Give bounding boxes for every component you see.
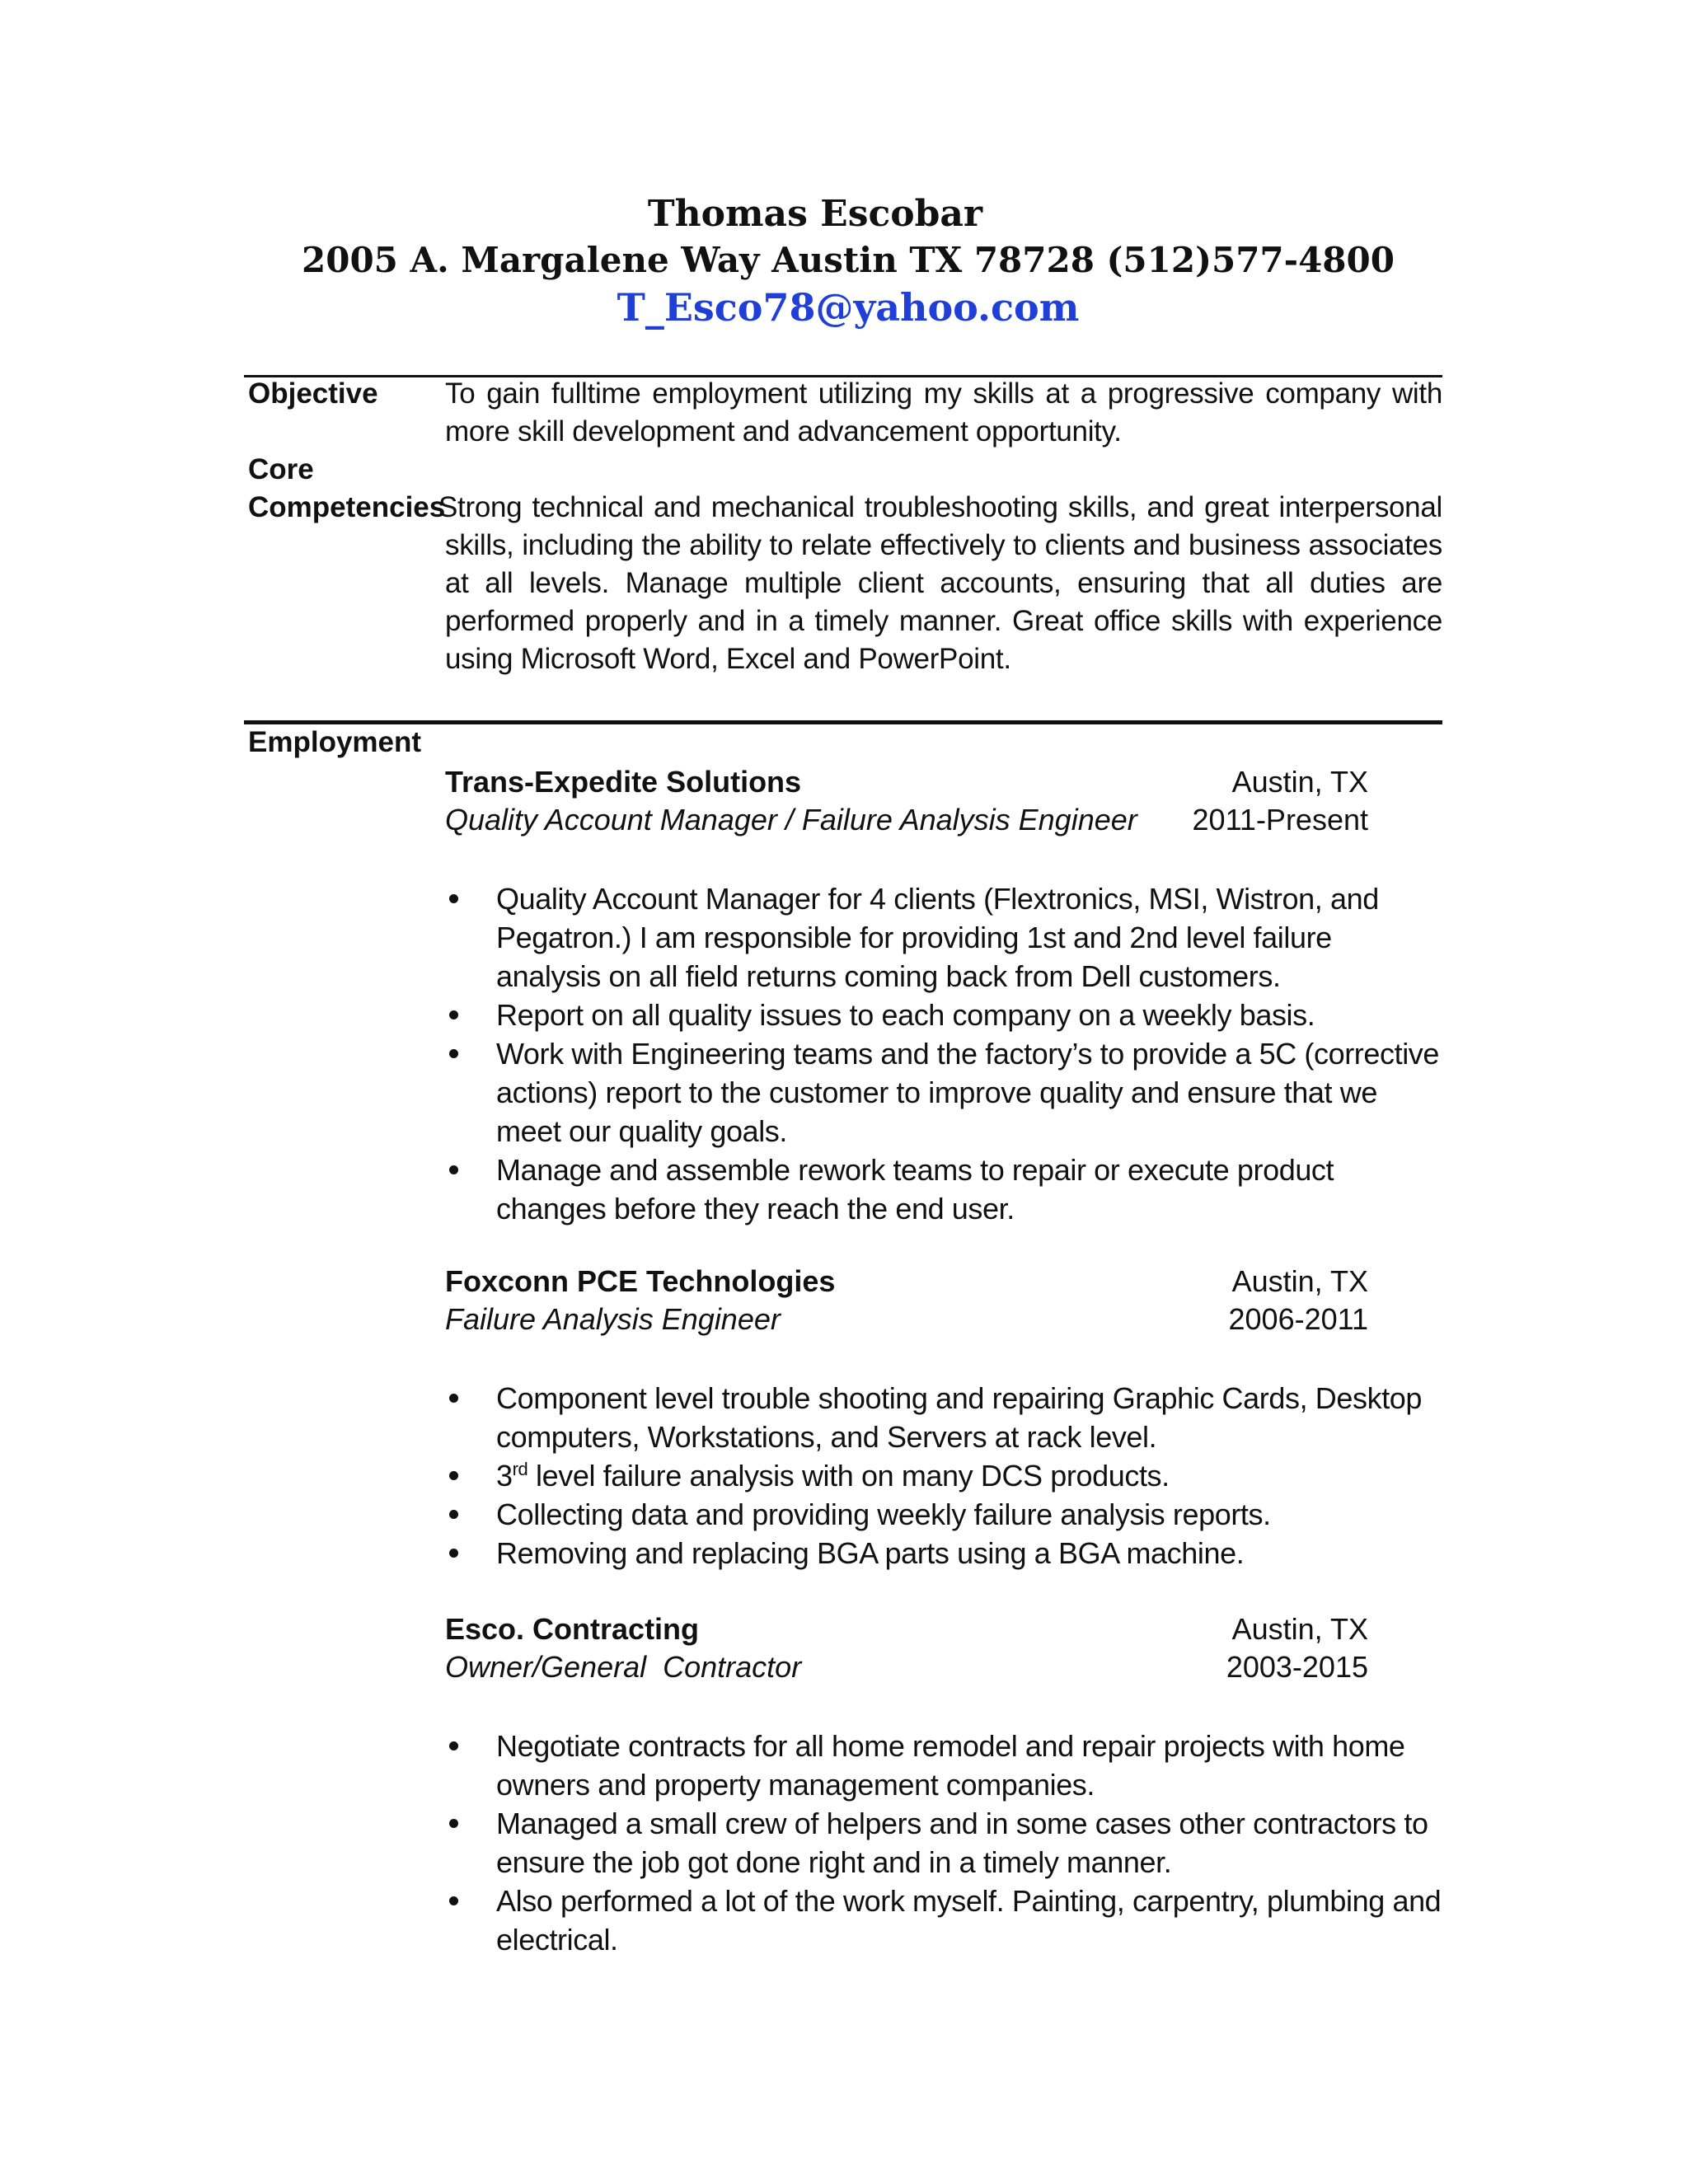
job-title: Failure Analysis Engineer <box>445 1302 781 1336</box>
list-item: Work with Engineering teams and the factory’s to provide a 5C (corrective actions) report to the customer to improve quality and ensure that we meet our quality goals. <box>445 1034 1442 1151</box>
job-bullets-trans-expedite <box>445 879 1442 1228</box>
resume-header <box>0 191 1688 331</box>
core-label-line2: Competencies <box>248 491 446 523</box>
job-dates: 2011-Present <box>1192 803 1368 837</box>
job-location: Austin, TX <box>1231 1612 1368 1646</box>
job-location: Austin, TX <box>1231 765 1368 799</box>
list-item: 3rd level failure analysis with on many DCS products. <box>445 1456 1442 1495</box>
list-item: Negotiate contracts for all home remodel and repair projects with home owners and property management companies. <box>445 1727 1442 1804</box>
job-company: Foxconn PCE Technologies <box>445 1264 836 1298</box>
bullet-icon <box>449 1549 458 1558</box>
bullet-icon <box>449 1010 458 1019</box>
objective-label: Objective <box>248 377 378 410</box>
list-item: Managed a small crew of helpers and in some cases other contractors to ensure the job got done right and in a timely manner. <box>445 1804 1442 1882</box>
bullet-icon <box>449 1741 458 1750</box>
section-divider-employment <box>244 720 1442 724</box>
bullet-icon <box>449 1394 458 1403</box>
job-company: Trans-Expedite Solutions <box>445 765 802 799</box>
employment-label: Employment <box>248 726 422 758</box>
objective-text: To gain fulltime employment utilizing my skills at a progressive company with more skill development and advancement opportunity. <box>445 377 1442 448</box>
core-label-line1: Core <box>248 453 314 485</box>
core-competencies-text: Strong technical and mechanical troubleshooting skills, and great interpersonal skills, including the ability to relate effectively to clients and business associates at all levels. Manage multiple client accounts, ensuring that all duties are performed properly and in a timely manner. Great office skills with experience using Microsoft Word, Excel and PowerPoint. <box>438 491 1442 675</box>
list-item: Report on all quality issues to each company on a weekly basis. <box>445 996 1442 1034</box>
bullet-icon <box>449 1896 458 1905</box>
list-item: Component level trouble shooting and repairing Graphic Cards, Desktop computers, Workstations, and Servers at rack level. <box>445 1379 1442 1456</box>
candidate-name: Thomas Escobar <box>647 193 983 235</box>
candidate-email-link[interactable]: T_Esco78@yahoo.com <box>617 285 1080 330</box>
job-title: Quality Account Manager / Failure Analysis Engineer <box>445 803 1137 837</box>
bullet-icon <box>449 1510 458 1519</box>
job-title: Owner/General Contractor <box>445 1650 802 1684</box>
job-entry-foxconn <box>445 1263 1368 1338</box>
job-entry-esco-contracting <box>445 1610 1368 1686</box>
job-location: Austin, TX <box>1231 1264 1368 1298</box>
list-item: Removing and replacing BGA parts using a BGA machine. <box>445 1534 1442 1572</box>
bullet-icon <box>449 1819 458 1828</box>
list-item: Collecting data and providing weekly failure analysis reports. <box>445 1495 1442 1534</box>
list-item: Also performed a lot of the work myself. Painting, carpentry, plumbing and electrical. <box>445 1882 1442 1959</box>
bullet-icon <box>449 894 458 903</box>
job-dates: 2003-2015 <box>1226 1650 1368 1684</box>
job-bullets-esco-contracting <box>445 1727 1442 1959</box>
bullet-icon <box>449 1049 458 1058</box>
job-bullets-foxconn <box>445 1379 1442 1572</box>
list-item: Manage and assemble rework teams to repair or execute product changes before they reach the end user. <box>445 1151 1442 1228</box>
list-item: Quality Account Manager for 4 clients (Flextronics, MSI, Wistron, and Pegatron.) I am responsible for providing 1st and 2nd level failure analysis on all field returns coming back from Dell customers. <box>445 879 1442 996</box>
job-dates: 2006-2011 <box>1228 1302 1368 1336</box>
job-entry-trans-expedite <box>445 763 1368 839</box>
job-company: Esco. Contracting <box>445 1612 700 1646</box>
bullet-icon <box>449 1471 458 1480</box>
candidate-address-phone: 2005 A. Margalene Way Austin TX 78728 (512)577-4800 <box>302 240 1395 280</box>
bullet-icon <box>449 1165 458 1174</box>
